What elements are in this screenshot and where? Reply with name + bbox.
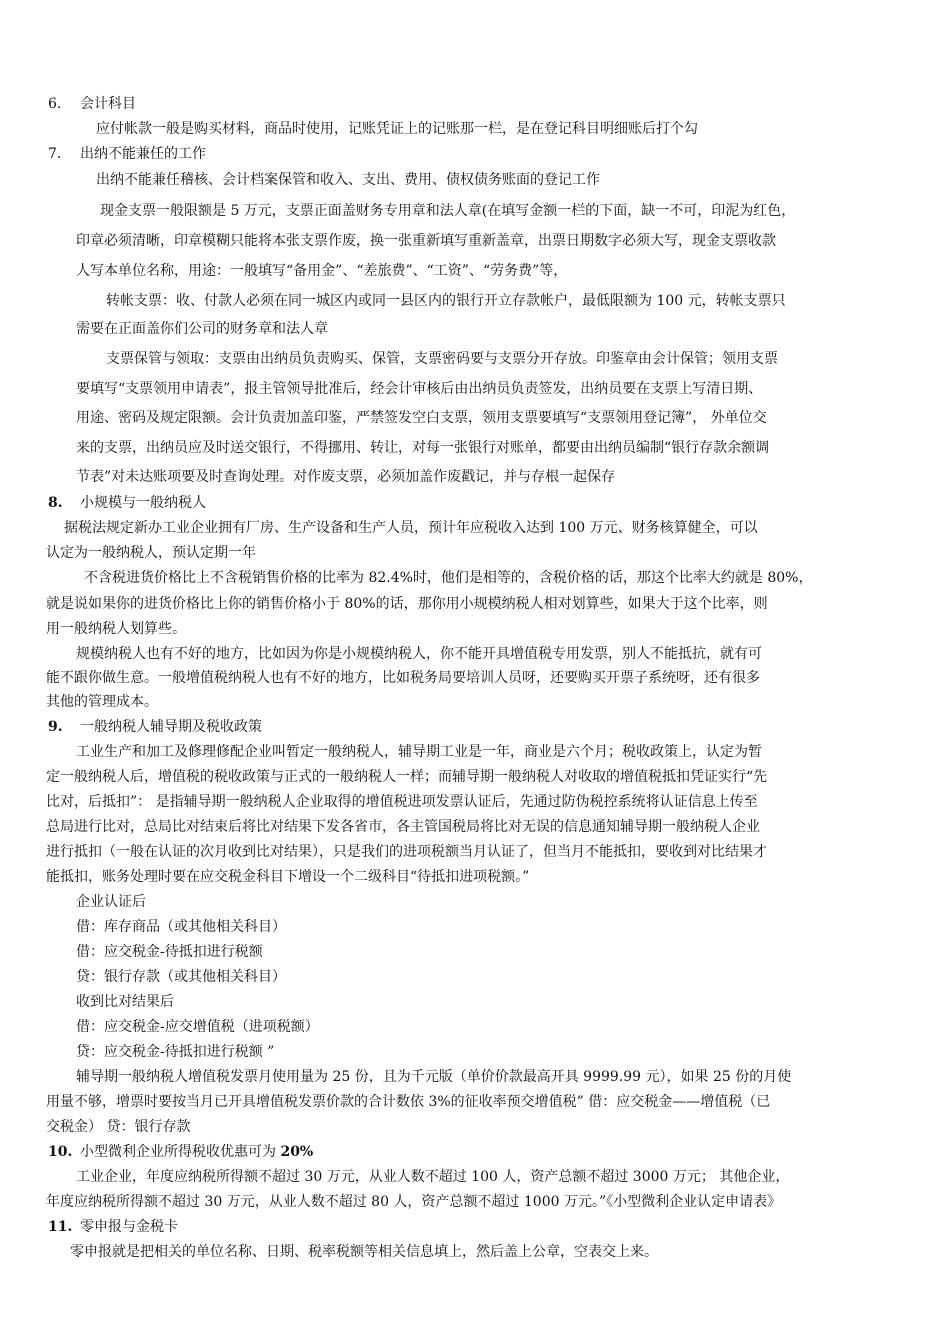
paragraph-line: 要填写“支票领用申请表”，报主管领导批准后，经会计审核后由出纳员负责签发，出纳员要在支票上写清日期、 [76, 381, 763, 397]
paragraph-line: 交税金） 贷：银行存款 [46, 1119, 191, 1135]
paragraph-line: 节表”对未达账项要及时查询处理。对作废支票，必须加盖作废戳记，并与存根一起保存 [76, 469, 616, 485]
paragraph-line: 转帐支票：收、付款人必须在同一城区内或同一县区内的银行开立存款帐户，最低限额为 100 元，转帐支票只 [106, 293, 786, 309]
paragraph-line: 用量不够，增票时要按当月已开具增值税发票价款的合计数依 3%的征收率预交增值税” 借：应交税金——增值税（已 [46, 1094, 771, 1110]
paragraph-line: 工业企业，年度应纳税所得额不超过 30 万元，从业人数不超过 100 人，资产总额不超过 3000 万元； 其他企业， [76, 1169, 790, 1185]
paragraph-line: 印章必须清晰，印章模糊只能将本张支票作废，换一张重新填写重新盖章，出票日期数字必须大写，现金支票收款 [76, 233, 776, 249]
paragraph-line: 用一般纳税人划算些。 [46, 621, 186, 637]
section-heading: 11. 零申报与金税卡 [48, 1219, 178, 1235]
entry-line: 贷：应交税金-待抵扣进行税额 ” [76, 1044, 275, 1060]
entry-line: 借：应交税金-待抵扣进行税额 [76, 944, 263, 960]
paragraph-line: 现金支票一般限额是 5 万元，支票正面盖财务专用章和法人章(在填写金额一栏的下面，缺一不可，印泥为红色， [100, 203, 796, 219]
entry-line: 企业认证后 [76, 894, 146, 910]
paragraph-line: 定一般纳税人后，增值税的税收政策与正式的一般纳税人一样；而辅导期一般纳税人对收取的增值税抵扣凭证实行“先 [46, 769, 768, 785]
paragraph-line: 需要在正面盖你们公司的财务章和法人章 [76, 321, 328, 337]
paragraph-line: 认定为一般纳税人，预认定期一年 [46, 545, 256, 561]
section-heading: 7. 出纳不能兼任的工作 [48, 146, 206, 162]
section-heading: 8. 小规模与一般纳税人 [48, 495, 206, 511]
paragraph-line: 能不跟你做生意。一般增值税纳税人也有不好的地方，比如税务局要培训人员呀，还要购买开票子系统呀，还有很多 [46, 670, 760, 686]
entry-line: 收到比对结果后 [76, 994, 174, 1010]
section-heading: 9. 一般纳税人辅导期及税收政策 [48, 719, 262, 735]
paragraph-line: 其他的管理成本。 [46, 694, 158, 710]
paragraph-line: 不含税进货价格比上不含税销售价格的比率为 82.4%时，他们是相等的，含税价格的话，那这个比率大约就是 80%， [84, 570, 813, 586]
paragraph-line: 就是说如果你的进货价格比上你的销售价格小于 80%的话，那你用小规模纳税人相对划算些，如果大于这个比率，则 [46, 596, 768, 612]
paragraph-line: 人写本单位名称，用途：一般填写“备用金”、“差旅费”、“工资”、“劳务费”等， [76, 263, 568, 279]
paragraph-line: 年度应纳税所得额不超过 30 万元，从业人数不超过 80 人，资产总额不超过 1000 万元。”《小型微利企业认定申请表》 [46, 1194, 782, 1210]
entry-line: 贷：银行存款（或其他相关科目） [76, 969, 286, 985]
paragraph-line: 应付帐款一般是购买材料，商品时使用，记账凭证上的记账那一栏，是在登记科目明细账后打个勾 [96, 121, 698, 137]
paragraph-line: 进行抵扣（一般在认证的次月收到比对结果），只是我们的进项税额当月认证了，但当月不能抵扣，要收到对比结果才 [46, 844, 767, 860]
section-heading: 6. 会计科目 [48, 96, 136, 112]
paragraph-line: 用途、密码及规定限额。会计负责加盖印鉴，严禁签发空白支票，领用支票要填写“支票领用登记簿”， 外单位交 [76, 410, 767, 426]
paragraph-line: 规模纳税人也有不好的地方，比如因为你是小规模纳税人，你不能开具增值税专用发票，别人不能抵抗，就有可 [76, 646, 762, 662]
entry-line: 借：库存商品（或其他相关科目） [76, 919, 286, 935]
paragraph-line: 据税法规定新办工业企业拥有厂房、生产设备和生产人员，预计年应税收入达到 100 万元、财务核算健全，可以 [64, 520, 758, 536]
paragraph-line: 工业生产和加工及修理修配企业叫暂定一般纳税人，辅导期工业是一年，商业是六个月；税收政策上，认定为暂 [76, 744, 762, 760]
paragraph-line: 出纳不能兼任稽核、会计档案保管和收入、支出、费用、债权债务账面的登记工作 [96, 172, 600, 188]
entry-line: 借：应交税金-应交增值税（进项税额） [76, 1019, 319, 1035]
paragraph-line: 零申报就是把相关的单位名称、日期、税率税额等相关信息填上，然后盖上公章，空表交上来。 [70, 1244, 658, 1260]
paragraph-line: 总局进行比对，总局比对结束后将比对结果下发各省市，各主管国税局将比对无误的信息通知辅导期一般纳税人企业 [46, 819, 760, 835]
paragraph-line: 辅导期一般纳税人增值税发票月使用量为 25 份，且为千元版（单价价款最高开具 9999.99 元），如果 25 份的月使 [76, 1069, 792, 1085]
paragraph-line: 支票保管与领取：支票由出纳员负责购买、保管，支票密码要与支票分开存放。印鉴章由会计保管；领用支票 [106, 351, 778, 367]
paragraph-line: 能抵扣，账务处理时要在应交税金科目下增设一个二级科目“待抵扣进项税额。” [46, 869, 530, 885]
paragraph-line: 来的支票，出纳员应及时送交银行，不得挪用、转让，对每一张银行对账单，都要由出纳员编制“银行存款余额调 [76, 440, 770, 456]
paragraph-line: 比对，后抵扣”： 是指辅导期一般纳税人企业取得的增值税进项发票认证后，先通过防伪税控系统将认证信息上传至 [46, 794, 758, 810]
section-heading: 10. 小型微利企业所得税收优惠可为 20% [48, 1144, 314, 1160]
